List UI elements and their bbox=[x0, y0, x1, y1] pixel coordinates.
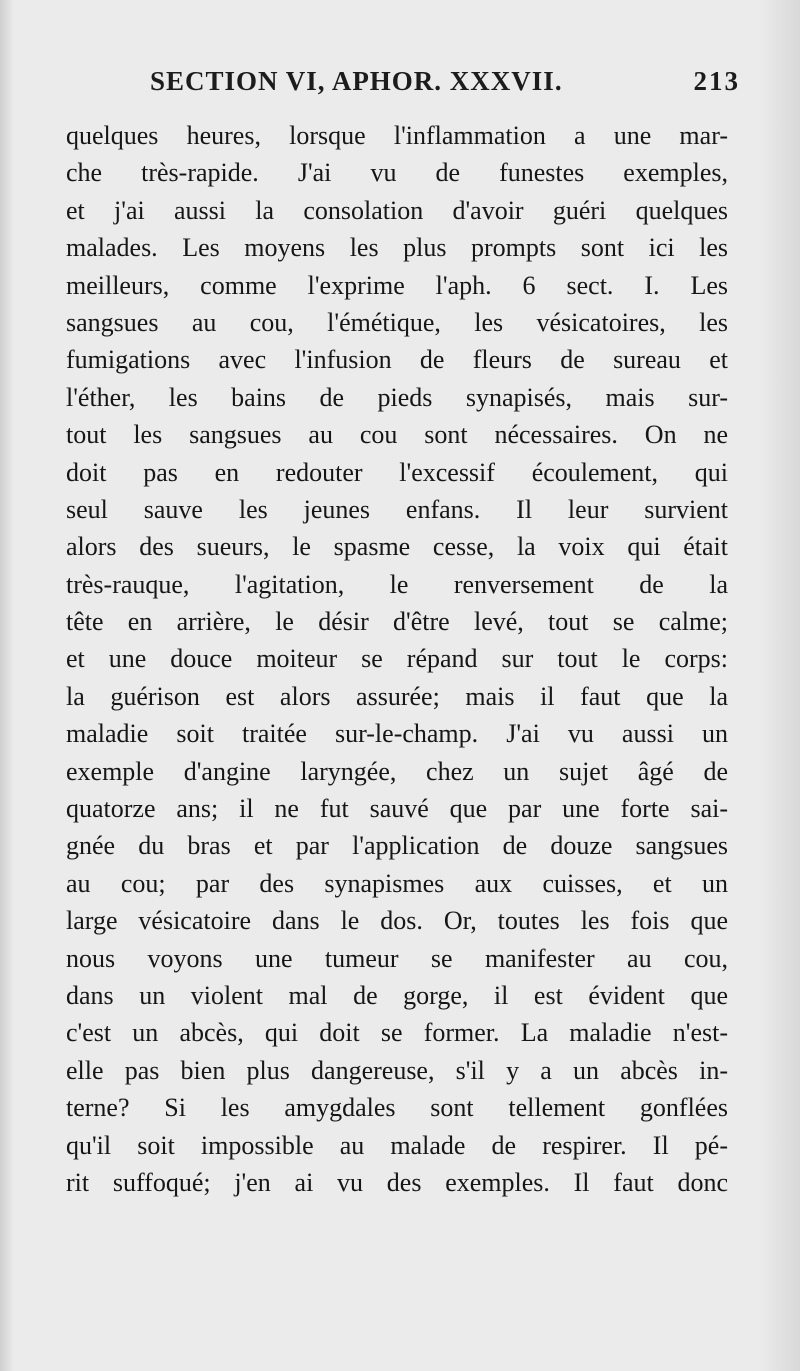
text-line: quelques heures, lorsque l'inflammation a une mar- bbox=[66, 121, 728, 150]
text-line: dans un violent mal de gorge, il est évident que bbox=[66, 980, 728, 1010]
text-line: alors des sueurs, le spasme cesse, la voix qui était bbox=[66, 532, 728, 562]
text-line: sangsues au cou, l'émétique, les vésicatoires, les bbox=[66, 307, 728, 337]
text-line: meilleurs, comme l'exprime l'aph. 6 sect. I. Les bbox=[66, 270, 728, 300]
text-line: doit pas en redouter l'excessif écoulement, qui bbox=[66, 457, 728, 487]
page-number: 213 bbox=[693, 66, 740, 96]
text-line: au cou; par des synapismes aux cuisses, et un bbox=[66, 868, 728, 898]
text-line: seul sauve les jeunes enfans. Il leur survient bbox=[66, 494, 728, 524]
text-line: tout les sangsues au cou sont nécessaires. On ne bbox=[66, 420, 728, 450]
text-line: exemple d'angine laryngée, chez un sujet âgé de bbox=[66, 756, 728, 786]
text-line: quatorze ans; il ne fut sauvé que par une forte sai- bbox=[66, 794, 728, 824]
section-title: SECTION VI, APHOR. XXXVII. bbox=[150, 66, 563, 96]
text-line: et j'ai aussi la consolation d'avoir guéri quelques bbox=[66, 195, 728, 225]
text-line: rit suffoqué; j'en ai vu des exemples. Il faut donc bbox=[66, 1167, 728, 1197]
text-line: terne? Si les amygdales sont tellement gonflées bbox=[66, 1093, 728, 1123]
running-head bbox=[150, 62, 740, 106]
text-line: tête en arrière, le désir d'être levé, tout se calme; bbox=[66, 607, 728, 637]
text-line: très-rauque, l'agitation, le renversement de la bbox=[66, 569, 728, 599]
text-line: et une douce moiteur se répand sur tout le corps: bbox=[66, 644, 728, 674]
text-line: large vésicatoire dans le dos. Or, toutes les fois que bbox=[66, 906, 728, 936]
text-line: qu'il soit impossible au malade de respirer. Il pé- bbox=[66, 1130, 728, 1160]
body-text bbox=[66, 117, 728, 1201]
text-line: fumigations avec l'infusion de fleurs de sureau et bbox=[66, 345, 728, 375]
text-line: malades. Les moyens les plus prompts sont ici les bbox=[66, 233, 728, 263]
text-line: maladie soit traitée sur-le-champ. J'ai vu aussi un bbox=[66, 719, 728, 749]
text-line: elle pas bien plus dangereuse, s'il y a un abcès in- bbox=[66, 1055, 728, 1085]
text-line: che très-rapide. J'ai vu de funestes exemples, bbox=[66, 158, 728, 188]
text-line: la guérison est alors assurée; mais il faut que la bbox=[66, 681, 728, 711]
text-line: c'est un abcès, qui doit se former. La maladie n'est- bbox=[66, 1018, 728, 1048]
text-line: nous voyons une tumeur se manifester au cou, bbox=[66, 943, 728, 973]
text-line: gnée du bras et par l'application de douze sangsues bbox=[66, 831, 728, 861]
text-line: l'éther, les bains de pieds synapisés, mais sur- bbox=[66, 382, 728, 412]
